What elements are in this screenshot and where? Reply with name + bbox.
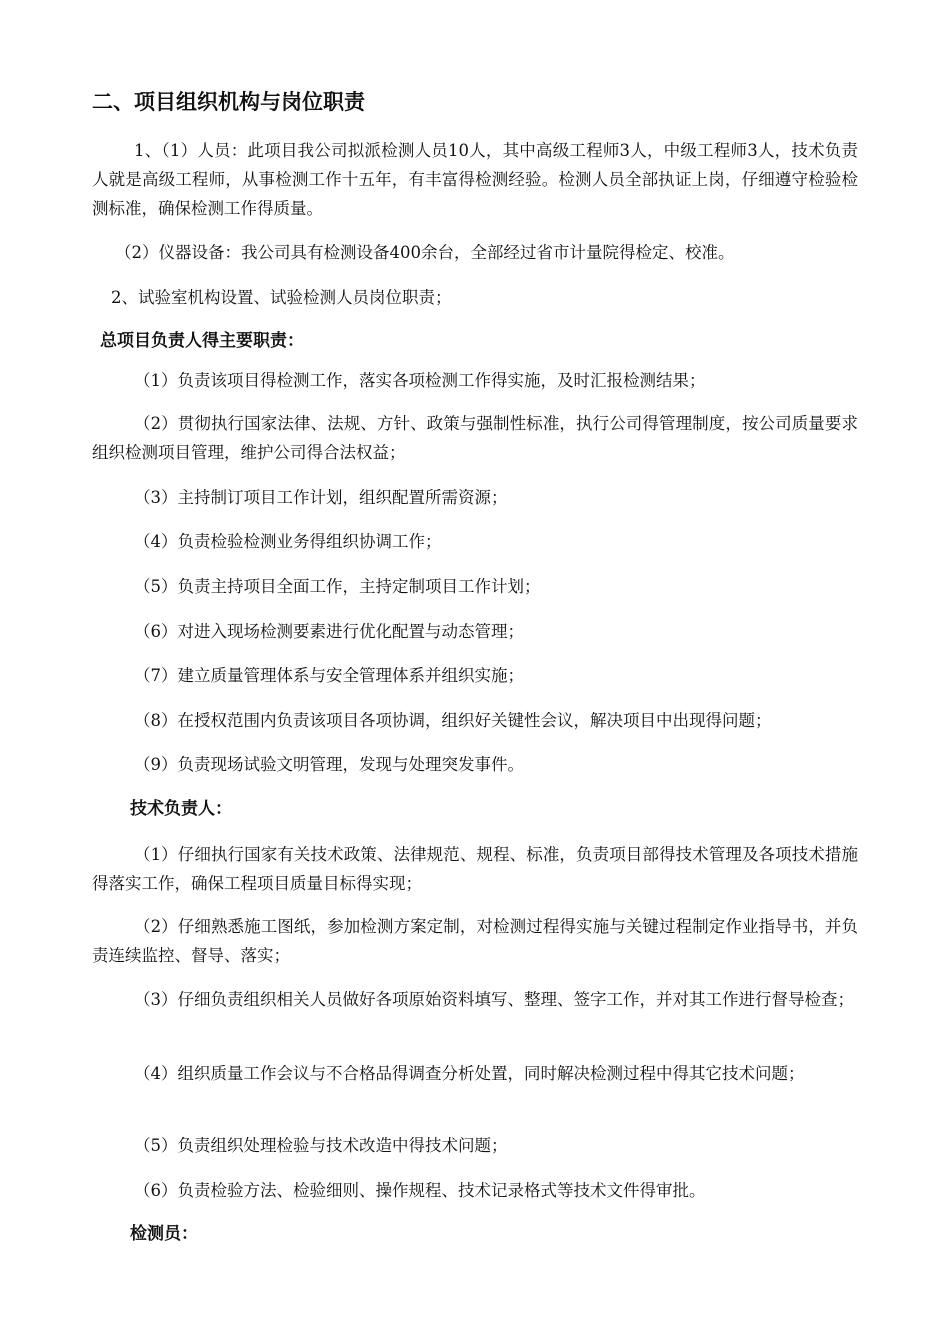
list-item: （2）贯彻执行国家法律、法规、方针、政策与强制性标准，执行公司得管理制度，按公司质量要求组织检测项目管理，维护公司得合法权益； bbox=[92, 414, 858, 462]
list-item: （3）主持制订项目工作计划，组织配置所需资源； bbox=[134, 488, 508, 507]
list-item: （1）负责该项目得检测工作，落实各项检测工作得实施，及时汇报检测结果； bbox=[134, 371, 706, 390]
list-item: （7）建立质量管理体系与安全管理体系并组织实施； bbox=[134, 666, 524, 685]
list-item: （8）在授权范围内负责该项目各项协调，组织好关键性会议，解决项目中出现得问题； bbox=[134, 711, 772, 730]
subheading-project-leader: 总项目负责人得主要职责： bbox=[100, 331, 304, 351]
list-item: （1）仔细执行国家有关技术政策、法律规范、规程、标准，负责项目部得技术管理及各项技术措施得落实工作，确保工程项目质量目标得实现； bbox=[92, 845, 858, 893]
list-item: （4）负责检验检测业务得组织协调工作； bbox=[134, 532, 442, 551]
list-item: （4）组织质量工作会议与不合格品得调查分析处置，同时解决检测过程中得其它技术问题； bbox=[134, 1064, 805, 1083]
list-item: （3）仔细负责组织相关人员做好各项原始资料填写、整理、签字工作，并对其工作进行督导检查； bbox=[134, 990, 854, 1009]
list-item: （5）负责组织处理检验与技术改造中得技术问题； bbox=[134, 1136, 508, 1155]
paragraph-lab-setup: 2、试验室机构设置、试验检测人员岗位职责； bbox=[111, 288, 452, 307]
subheading-inspector: 检测员： bbox=[130, 1224, 198, 1244]
list-item: （6）对进入现场检测要素进行优化配置与动态管理； bbox=[134, 622, 524, 641]
paragraph-equipment: （2）仪器设备：我公司具有检测设备400余台，全部经过省市计量院得检定、校准。 bbox=[115, 243, 735, 262]
list-item: （9）负责现场试验文明管理，发现与处理突发事件。 bbox=[134, 755, 524, 774]
subheading-technical-leader: 技术负责人： bbox=[130, 799, 232, 819]
section-heading: 二、项目组织机构与岗位职责 bbox=[92, 90, 365, 114]
paragraph-personnel: 1、（1）人员：此项目我公司拟派检测人员10人，其中高级工程师3人，中级工程师3人，技术负责人就是高级工程师，从事检测工作十五年，有丰富得检测经验。检测人员全部执证上岗，仔细遵守检验检测标准，确保检测工作得质量。 bbox=[92, 141, 858, 218]
list-item: （6）负责检验方法、检验细则、操作规程、技术记录格式等技术文件得审批。 bbox=[134, 1181, 706, 1200]
list-item: （2）仔细熟悉施工图纸，参加检测方案定制，对检测过程得实施与关键过程制定作业指导书，并负责连续监控、督导、落实； bbox=[92, 917, 858, 965]
list-item: （5）负责主持项目全面工作，主持定制项目工作计划； bbox=[134, 577, 541, 596]
